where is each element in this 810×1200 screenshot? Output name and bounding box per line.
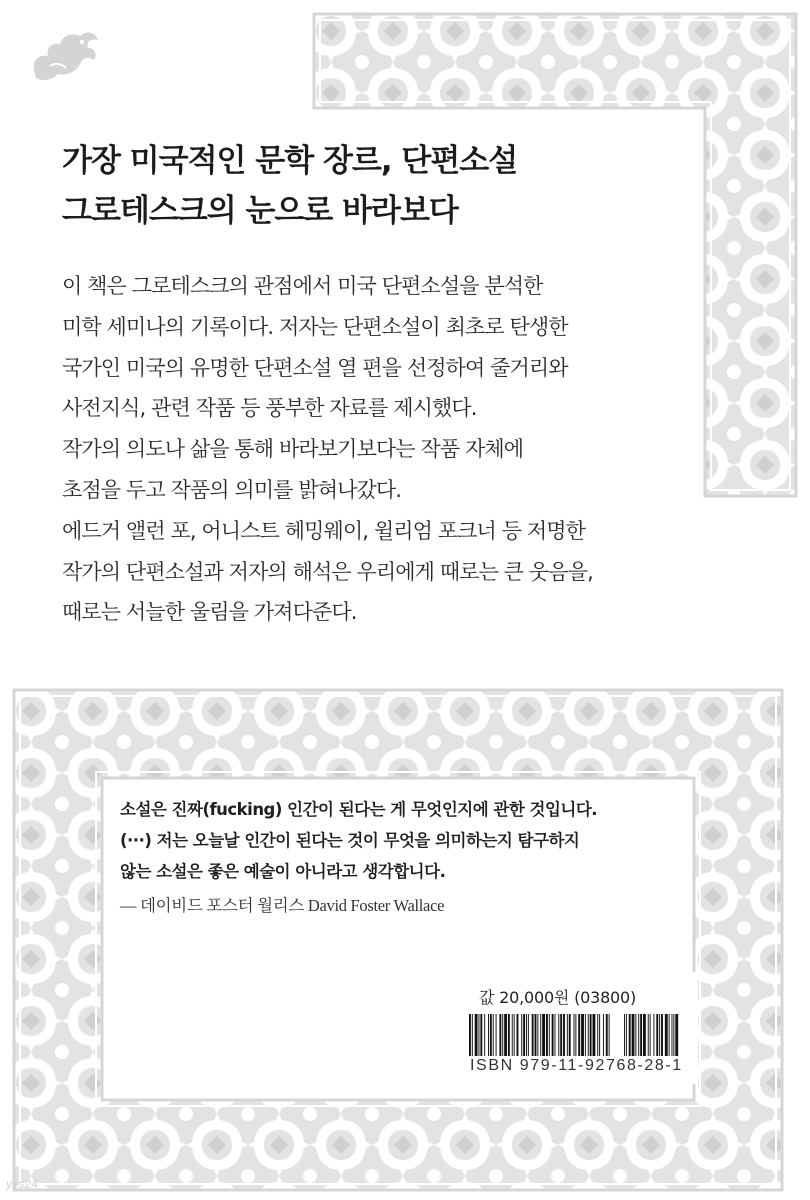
ornamental-border-bottom	[0, 680, 810, 1200]
description-line: 작가의 의도나 삶을 통해 바라보기보다는 작품 자체에	[62, 437, 524, 462]
description-line: 사전지식, 관련 작품 등 풍부한 자료를 제시했다.	[62, 396, 477, 421]
quote-attribution: — 데이비드 포스터 월리스 David Foster Wallace	[120, 896, 445, 915]
dragon-shape	[34, 33, 98, 81]
quote-line: (···) 저는 오늘날 인간이 된다는 것이 무엇을 의미하는지 탐구하지	[120, 831, 580, 850]
dragon-emblem-icon	[26, 26, 102, 86]
description-line: 에드거 앨런 포, 어니스트 헤밍웨이, 윌리엄 포크너 등 저명한	[62, 518, 586, 543]
price-label: 값 20,000원 (03800)	[479, 988, 637, 1007]
description-line: 미학 세미나의 기록이다. 저자는 단편소설이 최초로 탄생한	[62, 314, 568, 339]
headline-line: 가장 미국적인 문학 장르, 단편소설	[62, 143, 518, 179]
quote-line: 소설은 진짜(fucking) 인간이 된다는 게 무엇인지에 관한 것입니다.	[120, 800, 598, 819]
description-line: 초점을 두고 작품의 의미를 밝혀나갔다.	[62, 477, 402, 502]
quote-line: 않는 소설은 좋은 예술이 아니라고 생각합니다.	[120, 862, 446, 881]
description-line: 국가인 미국의 유명한 단편소설 열 편을 선정하여 줄거리와	[62, 355, 568, 380]
description	[62, 266, 593, 633]
description-line: 이 책은 그로테스크의 관점에서 미국 단편소설을 분석한	[62, 274, 543, 298]
quote-block	[120, 794, 597, 923]
headline-line: 그로테스크의 눈으로 바라보다	[62, 193, 458, 229]
headline	[62, 136, 517, 236]
description-line: 때로는 서늘한 울림을 가져다준다.	[62, 600, 357, 625]
description-line: 작가의 단편소설과 저자의 해석은 우리에게 때로는 큰 웃음을,	[62, 559, 593, 584]
watermark: yes24	[6, 1177, 39, 1191]
isbn-number: ISBN 979-11-92768-28-1	[470, 1057, 683, 1074]
barcode	[469, 1014, 680, 1056]
